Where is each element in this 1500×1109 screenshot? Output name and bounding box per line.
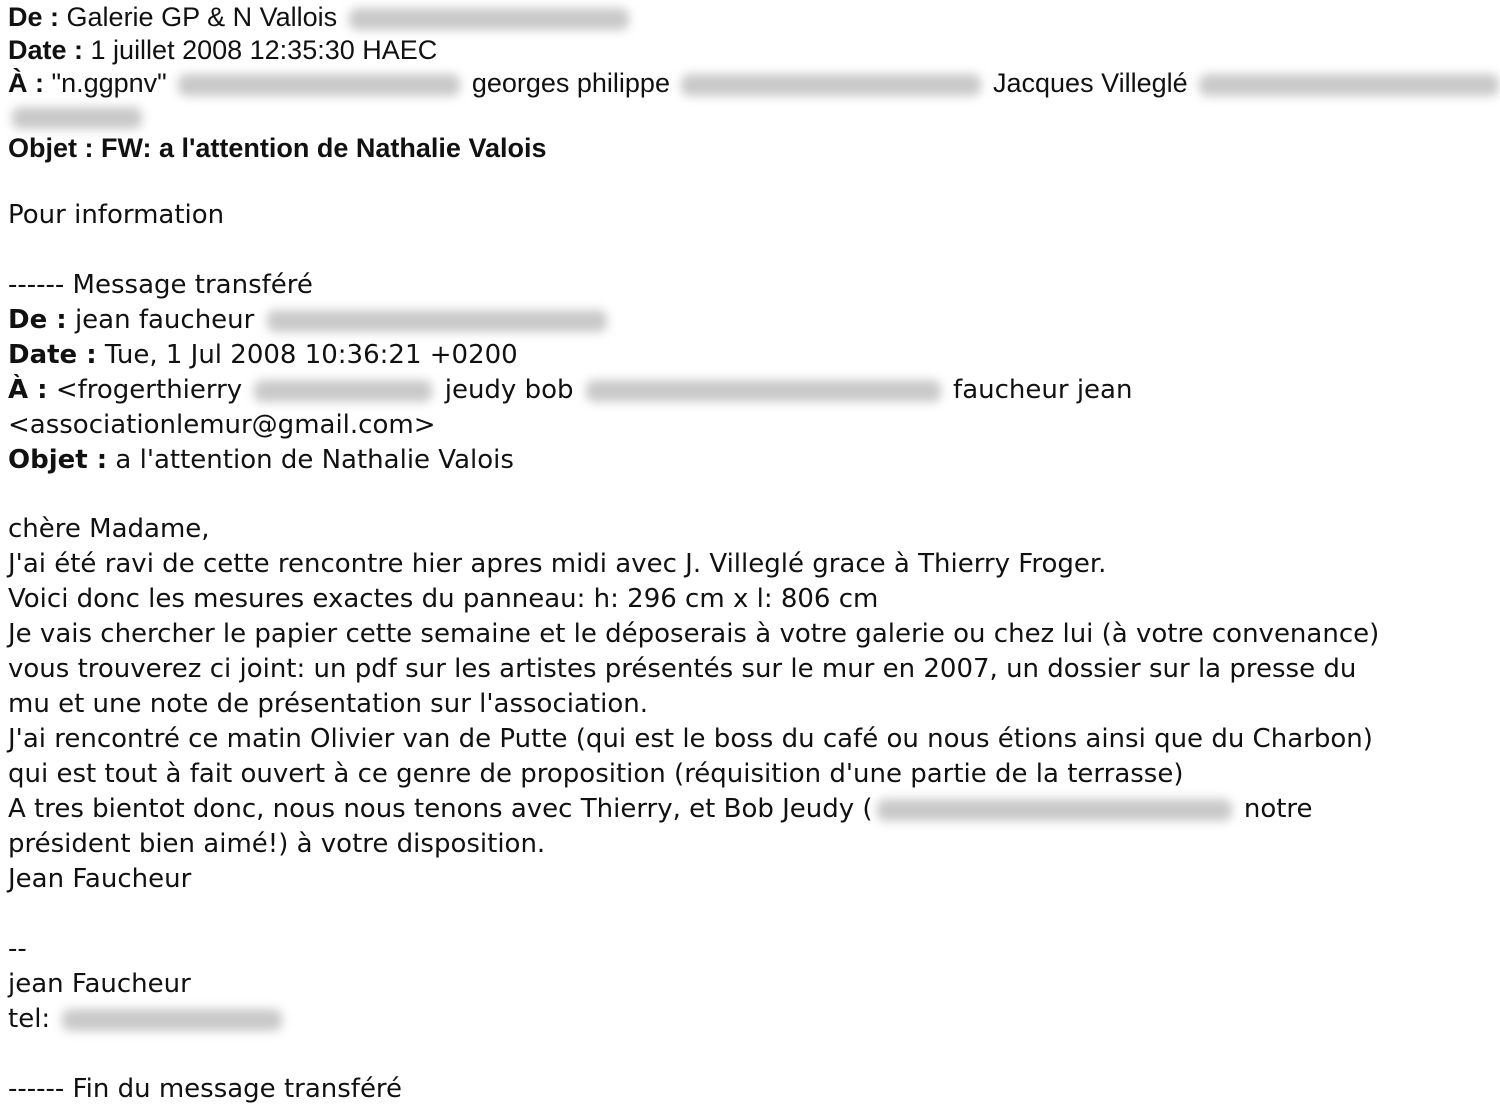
outer-to-overflow [8,103,146,130]
fwd-date-label: Date : [8,340,97,370]
outer-from-line [8,4,633,31]
fwd-date-line [8,342,518,368]
closing-line-2: président bien aimé!) à votre disposition. [8,829,546,859]
redacted-email [586,380,941,402]
outer-to-line [8,70,1500,97]
closing-part-1: A tres bientot donc, nous nous tenons avec Thierry, et Bob Jeudy ( [8,794,873,824]
fwd-to-recipient-2: jeudy bob [444,375,574,405]
outer-subject-line: Objet : FW: a l'attention de Nathalie Valois [8,133,547,163]
signature-separator: -- [8,934,27,964]
redacted-email [681,74,981,96]
fwd-subject-label: Objet : [8,445,108,475]
fwd-to-recipient-3: faucheur jean [953,375,1133,405]
signature-name: jean Faucheur [8,969,191,999]
body-line: vous trouverez ci joint: un pdf sur les artistes présentés sur le mur en 2007, un dossier sur la presse du [8,654,1357,684]
outer-to-recipient-3: Jacques Villeglé [993,68,1188,98]
redacted-email [267,310,607,332]
fwd-subject-line [8,447,514,473]
redacted-email [178,74,460,96]
body-line: chère Madame, [8,514,210,544]
intro-text: Pour information [8,200,225,230]
body-line: qui est tout à fait ouvert à ce genre de proposition (réquisition d'une partie de la terrasse) [8,759,1184,789]
fwd-from-label: De : [8,305,67,335]
outer-to-label: À : [8,68,44,98]
outer-to-recipient-1: "n.ggpnv" [51,68,167,98]
redacted-email [1199,74,1499,96]
fwd-to-label: À : [8,375,48,405]
redacted-email [254,380,432,402]
closing-line [8,796,1313,822]
fwd-to-line [8,377,1132,403]
outer-date-line [8,37,437,64]
body-line: Voici donc les mesures exactes du panneau: h: 296 cm x l: 806 cm [8,584,879,614]
outer-to-recipient-2: georges philippe [471,68,670,98]
outer-from-label: De : [8,2,60,32]
redacted-phone [62,1009,282,1031]
body-line: J'ai été ravi de cette rencontre hier apres midi avec J. Villeglé grace à Thierry Froger. [8,549,1107,579]
signature-tel-line [8,1006,286,1032]
closing-part-2: notre [1243,794,1313,824]
body-line: J'ai rencontré ce matin Olivier van de Putte (qui est le boss du café ou nous étions ainsi que du Charbon) [8,724,1373,754]
redacted-email [12,107,142,129]
outer-from-value: Galerie GP & N Vallois [66,2,338,32]
outer-date-label: Date : [8,35,84,65]
fwd-date-value: Tue, 1 Jul 2008 10:36:21 +0200 [104,340,518,370]
signoff: Jean Faucheur [8,864,192,894]
fwd-from-value: jean faucheur [74,305,255,335]
tel-label: tel: [8,1004,51,1034]
forward-end-marker: ------ Fin du message transféré [8,1074,403,1104]
fwd-to-recipient-4: <associationlemur@gmail.com> [8,410,436,440]
body-line: Je vais chercher le papier cette semaine et le déposerais à votre galerie ou chez lui (à votre convenance) [8,619,1380,649]
fwd-from-line [8,307,611,333]
redacted-email [877,799,1232,821]
redacted-email [349,8,629,30]
fwd-to-recipient-1: <frogerthierry [55,375,243,405]
forward-start-marker: ------ Message transféré [8,270,313,300]
body-line: mu et une note de présentation sur l'association. [8,689,648,719]
outer-date-value: 1 juillet 2008 12:35:30 HAEC [90,35,438,65]
fwd-subject-value: a l'attention de Nathalie Valois [115,445,514,475]
